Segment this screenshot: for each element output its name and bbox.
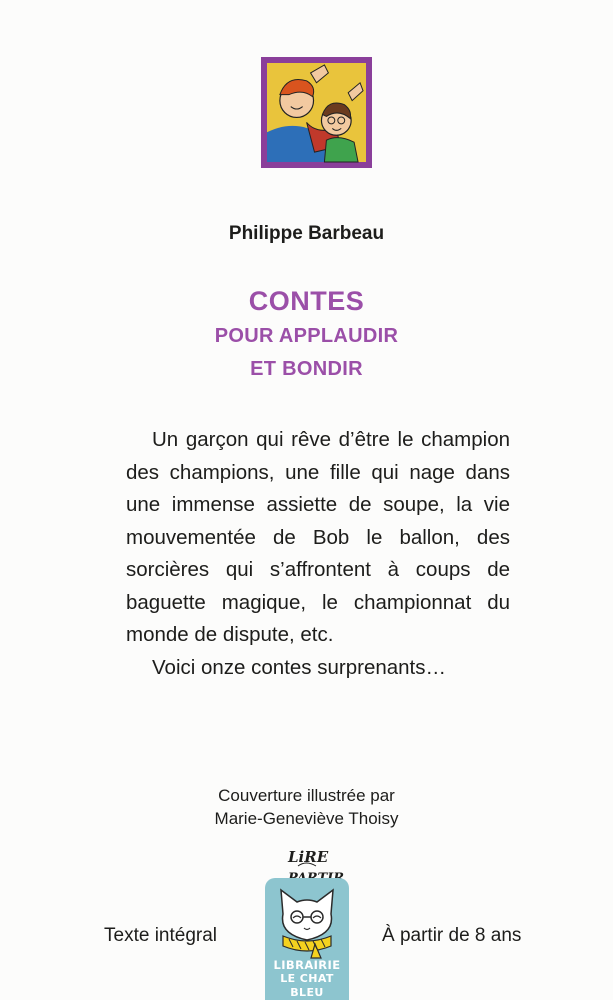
bookstore-watermark bbox=[265, 878, 349, 1000]
cover-illustration-thumbnail bbox=[261, 57, 372, 168]
book-subtitle-line-1: POUR APPLAUDIR bbox=[214, 325, 399, 347]
illustration-credit-label: Couverture illustrée par bbox=[218, 786, 395, 805]
watermark-line-2: LE CHAT BLEU bbox=[280, 972, 334, 999]
children-illustration bbox=[267, 63, 366, 162]
illustrator-name: Marie-Geneviève Thoisy bbox=[214, 809, 399, 828]
book-summary bbox=[126, 424, 510, 684]
book-subtitle-line-2: ET BONDIR bbox=[250, 358, 363, 380]
edition-label: Texte intégral bbox=[104, 925, 218, 946]
summary-closing: Voici onze contes surprenants… bbox=[152, 655, 446, 679]
cat-mascot-icon bbox=[275, 884, 339, 958]
watermark-line-1: LIBRAIRIE bbox=[273, 958, 341, 972]
svg-text:LiRE: LiRE bbox=[288, 848, 329, 866]
author-name: Philippe Barbeau bbox=[228, 223, 385, 244]
book-title: CONTES bbox=[248, 286, 365, 316]
summary-paragraph: Un garçon qui rêve d’être le champion des champions, une fille qui nage dans une immense assiette de soupe, la vie mouvementée de Bob le ballon, des sorcières qui s’affrontent à coups de baguette magique, le championnat du monde de dispute, etc. bbox=[126, 428, 510, 646]
age-recommendation: À partir de 8 ans bbox=[382, 925, 522, 946]
